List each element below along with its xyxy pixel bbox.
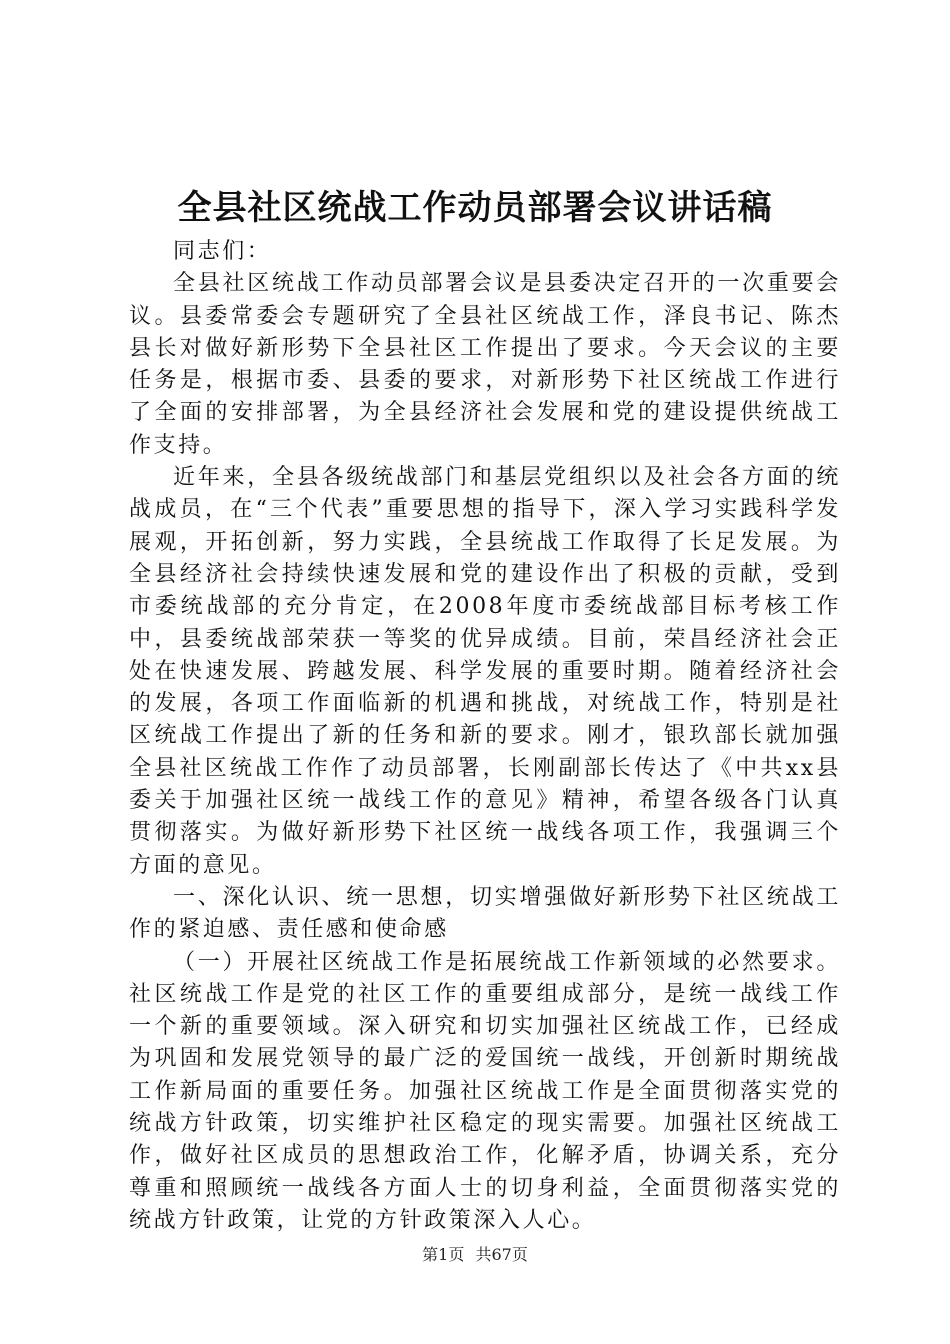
- paragraph-intro: 全县社区统战工作动员部署会议是县委决定召开的一次重要会议。县委常委会专题研究了全县社区统战工作，泽良书记、陈杰县长对做好新形势下全县社区工作提出了要求。今天会议的主要任务是，根据市委、县委的要求，对新形势下社区统战工作进行了全面的安排部署，为全县经济社会发展和党的建设提供统战工作支持。: [129, 271, 841, 458]
- page-footer: [0, 1244, 950, 1266]
- section-heading-1: 一、深化认识、统一思想，切实增强做好新形势下社区统战工作的紧迫感、责任感和使命感: [129, 884, 841, 943]
- greeting: 同志们：: [173, 239, 272, 264]
- page-total: 共67页: [475, 1245, 528, 1264]
- paragraph-achievements: 近年来，全县各级统战部门和基层党组织以及社会各方面的统战成员，在“三个代表”重要思想的指导下，深入学习实践科学发展观，开拓创新，努力实践，全县统战工作取得了长足发展。为全县经济社会持续快速发展和党的建设作出了积极的贡献，受到市委统战部的充分肯定，在2008年度市委统战部目标考核工作中，县委统战部荣获一等奖的优异成绩。目前，荣昌经济社会正处在快速发展、跨越发展、科学发展的重要时期。随着经济社会的发展，各项工作面临新的机遇和挑战，对统战工作，特别是社区统战工作提出了新的任务和新的要求。刚才，银玖部长就加强全县社区统战工作作了动员部署，长刚副部长传达了《中共xx县委关于加强社区统一战线工作的意见》精神，希望各级各门认真贯彻落实。为做好新形势下社区统一战线各项工作，我强调三个方面的意见。: [129, 465, 841, 878]
- document-title: 全县社区统战工作动员部署会议讲话稿: [177, 188, 773, 228]
- paragraph-subsection-1: （一）开展社区统战工作是拓展统战工作新领域的必然要求。社区统战工作是党的社区工作的重要组成部分，是统一战线工作一个新的重要领域。深入研究和切实加强社区统战工作，已经成为巩固和发展党领导的最广泛的爱国统一战线，开创新时期统战工作新局面的重要任务。加强社区统战工作是全面贯彻落实党的统战方针政策，切实维护社区稳定的现实需要。加强社区统战工作，做好社区成员的思想政治工作，化解矛盾，协调关系，充分尊重和照顾统一战线各方面人士的切身利益，全面贯彻落实党的统战方针政策，让党的方针政策深入人心。: [129, 949, 841, 1233]
- page-number: 第1页: [422, 1245, 465, 1264]
- document-body: [129, 236, 841, 1237]
